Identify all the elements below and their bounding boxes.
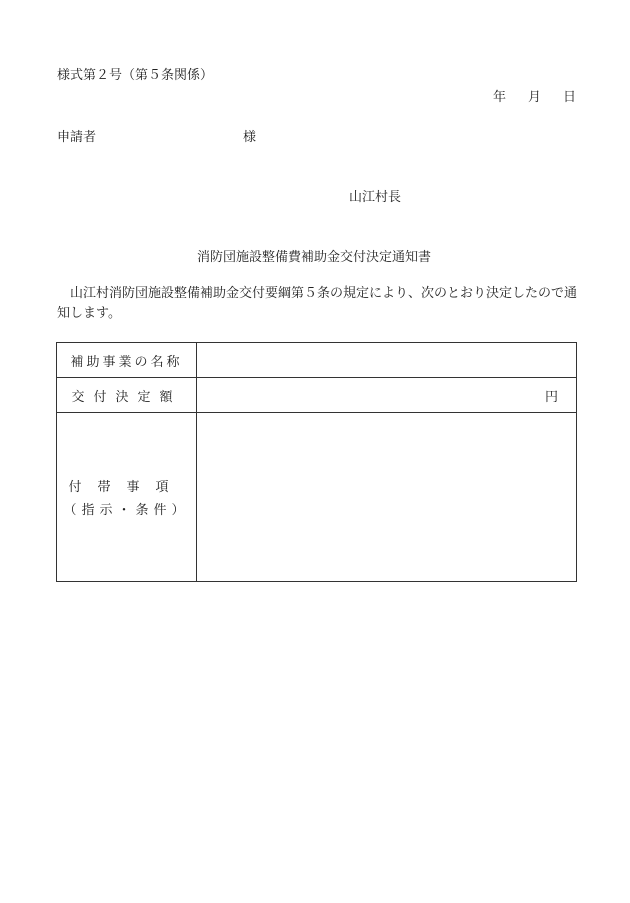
- form-number: 様式第２号（第５条関係）: [57, 68, 214, 83]
- issuer: 山江村長: [349, 190, 402, 205]
- conditions-label-line1: 付帯事項: [68, 480, 185, 495]
- project-name-value: [197, 343, 577, 378]
- date-year: 年: [492, 90, 506, 105]
- project-name-label-text: 補助事業の名称: [70, 354, 183, 370]
- decision-amount-value: [197, 378, 577, 413]
- conditions-value: [197, 413, 577, 582]
- conditions-label-line2: （指示・条件）: [63, 503, 190, 518]
- table-row: [57, 378, 577, 413]
- date-day: 日: [562, 90, 576, 105]
- applicant-label: 申請者: [57, 130, 97, 145]
- document-title: 消防団施設整備費補助金交付決定通知書: [197, 250, 432, 265]
- conditions-label: [57, 413, 197, 582]
- yen-unit: 円: [544, 389, 558, 405]
- date-line: [493, 86, 576, 105]
- date-month: 月: [527, 90, 541, 105]
- decision-amount-label: [57, 378, 197, 413]
- applicant-honorific: 様: [243, 130, 257, 145]
- decision-amount-label-text: 交付決定額: [71, 389, 182, 405]
- table-row: [57, 343, 577, 378]
- body-text: 山江村消防団施設整備補助金交付要綱第５条の規定により、次のとおり決定したので通知します。: [57, 286, 578, 321]
- project-name-label: [57, 343, 197, 378]
- detail-table: [56, 342, 577, 582]
- table-row: [57, 413, 577, 582]
